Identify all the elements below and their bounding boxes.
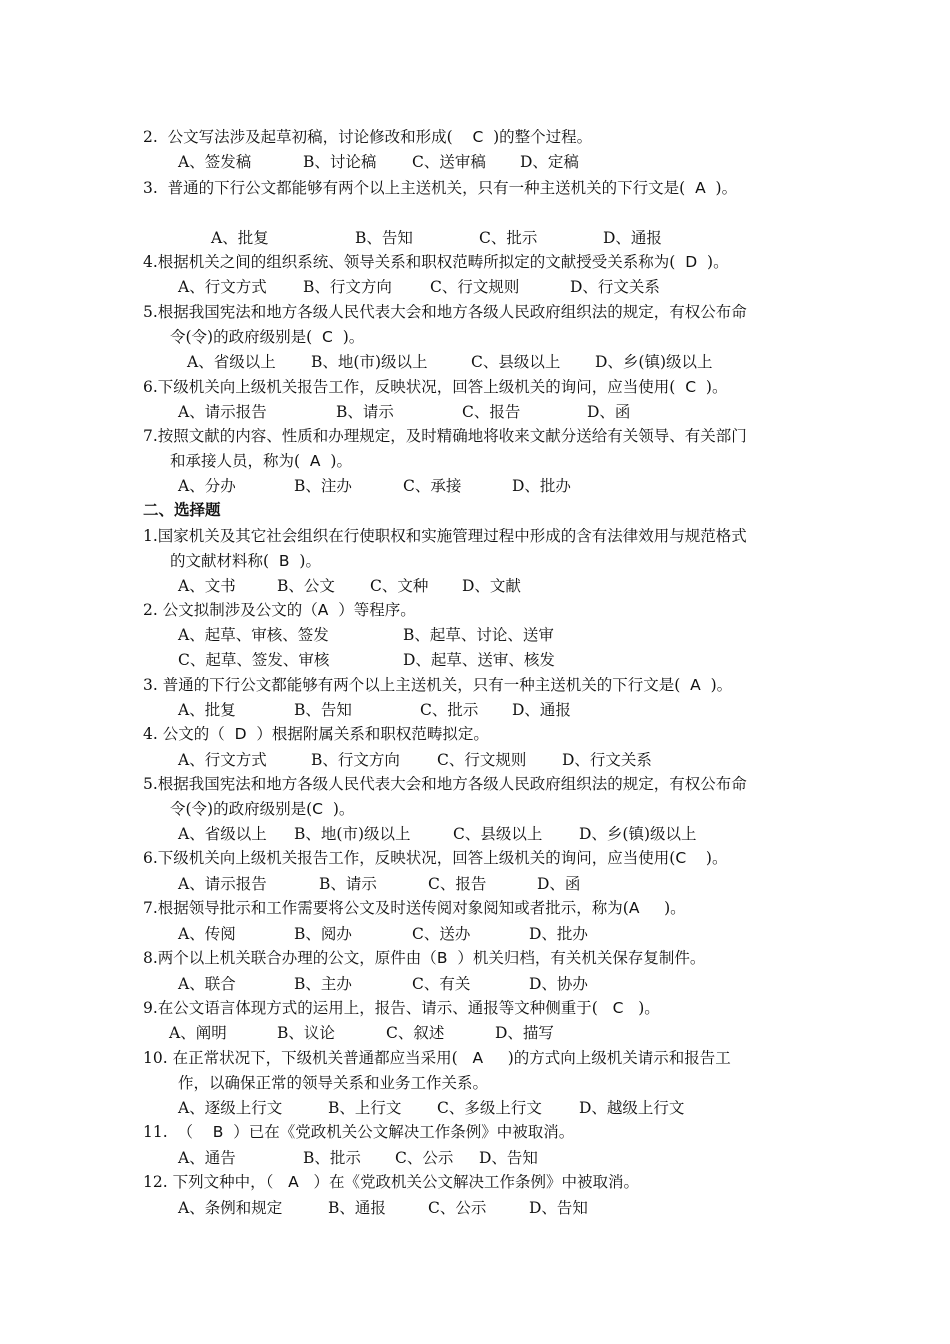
question-text: 根据我国宪法和地方各级人民代表大会和地方各级人民政府组织法的规定，有权公布命 [157, 303, 747, 321]
answer: A [472, 1049, 484, 1067]
option: B、上行文 [328, 1099, 402, 1117]
question-line [170, 327, 364, 347]
option: D、越级上行文 [579, 1099, 685, 1117]
answer: B [436, 949, 448, 967]
option: C、起草、签发、审核 [178, 651, 330, 669]
question-line [143, 675, 732, 695]
question-tail: )。 [715, 179, 738, 197]
option: B、告知 [355, 229, 413, 247]
option: A、分办 [178, 477, 236, 495]
answer: C [612, 999, 624, 1017]
question-text: （ [177, 1123, 194, 1141]
option: C、有关 [412, 975, 471, 993]
option: A、阐明 [169, 1024, 227, 1042]
option: D、定稿 [520, 153, 579, 171]
option: B、通报 [328, 1199, 386, 1217]
question-text: 普通的下行公文都能够有两个以上主送机关，只有一种主送机关的下行文是( [167, 179, 686, 197]
question-text: 国家机关及其它社会组织在行使职权和实施管理过程中形成的含有法律效用与规范格式 [157, 527, 747, 545]
answer: A [317, 601, 329, 619]
option: A、联合 [178, 975, 236, 993]
option: A、起草、审核、签发 [178, 626, 329, 644]
option: B、行文方向 [311, 751, 400, 769]
option: C、公示 [395, 1149, 454, 1167]
option: C、报告 [462, 403, 521, 421]
option: A、行文方式 [178, 751, 267, 769]
option: A、条例和规定 [178, 1199, 283, 1217]
question-line [143, 1122, 574, 1142]
option: A、签发稿 [178, 153, 252, 171]
question-number: 3. [143, 676, 158, 694]
question-tail: )。 [299, 552, 321, 570]
option: A、文书 [178, 577, 236, 595]
question-number: 5. [143, 303, 158, 321]
option: A、传阅 [178, 925, 236, 943]
option: A、批复 [211, 229, 269, 247]
question-text: 公文写法涉及起草初稿，讨论修改和形成( [167, 128, 453, 146]
question-tail: )。 [705, 849, 728, 867]
option: B、注办 [294, 477, 352, 495]
question-line [170, 799, 354, 819]
option: B、地(市)级以上 [294, 825, 411, 843]
option: C、批示 [479, 229, 538, 247]
answer: D [234, 725, 247, 743]
answer: C [312, 800, 323, 818]
question-line [143, 377, 727, 397]
option: D、乡(镇)级以上 [595, 353, 713, 371]
question-tail: )的整个过程。 [493, 128, 593, 146]
option: D、通报 [603, 229, 662, 247]
option: D、批办 [529, 925, 588, 943]
option: D、行文关系 [570, 278, 660, 296]
option: C、批示 [420, 701, 479, 719]
question-line [143, 178, 737, 198]
option: A、省级以上 [178, 825, 267, 843]
question-line [170, 551, 321, 571]
option: B、批示 [303, 1149, 361, 1167]
option: D、通报 [512, 701, 571, 719]
question-tail: ）等程序。 [338, 601, 416, 619]
question-text: 两个以上机关联合办理的公文，原件由（ [157, 949, 437, 967]
question-text: 根据领导批示和工作需要将公文及时送传阅对象阅知或者批示，称为( [157, 899, 629, 917]
option: D、文献 [462, 577, 521, 595]
question-number: 12. [143, 1173, 168, 1191]
question-line [143, 998, 660, 1018]
option: C、送办 [412, 925, 471, 943]
question-text: 和承接人员，称为( [170, 452, 301, 470]
question-tail: )。 [342, 328, 365, 346]
question-text: 下级机关向上级机关报告工作，反映状况，回答上级机关的询问，应当使用( [157, 849, 676, 867]
question-number: 3. [143, 179, 158, 197]
option: B、地(市)级以上 [311, 353, 428, 371]
question-line [143, 774, 747, 794]
option: D、起草、送审、核发 [403, 651, 555, 669]
question-tail: ）在《党政机关公文解决工作条例》中被取消。 [313, 1173, 640, 1191]
answer: C [472, 128, 484, 146]
option: D、描写 [495, 1024, 554, 1042]
question-number: 4. [143, 253, 158, 271]
option: A、省级以上 [187, 353, 276, 371]
question-tail: )。 [705, 378, 728, 396]
question-text: 根据机关之间的组织系统、领导关系和职权范畴所拟定的文献授受关系称为( [157, 253, 676, 271]
answer: C [675, 849, 687, 867]
question-tail: )。 [638, 999, 660, 1017]
option: C、报告 [428, 875, 487, 893]
question-line [143, 898, 686, 918]
question-text: 在公文语言体现方式的运用上，报告、请示、通报等文种侧重于( [157, 999, 598, 1017]
option: C、行文规则 [430, 278, 520, 296]
option: D、批办 [512, 477, 571, 495]
question-text: 根据我国宪法和地方各级人民代表大会和地方各级人民政府组织法的规定，有权公布命 [157, 775, 747, 793]
question-text: 在正常状况下，下级机关普通都应当采用( [172, 1049, 458, 1067]
option: A、逐级上行文 [178, 1099, 283, 1117]
option: D、函 [537, 875, 581, 893]
option: C、公示 [428, 1199, 487, 1217]
question-number: 2. [143, 128, 158, 146]
option: B、起草、讨论、送审 [403, 626, 554, 644]
option: B、议论 [277, 1024, 335, 1042]
answer: A [695, 179, 706, 197]
question-tail: )。 [332, 800, 355, 818]
option: C、承接 [403, 477, 462, 495]
question-number: 8. [143, 949, 158, 967]
question-number: 10. [143, 1049, 168, 1067]
option: D、告知 [529, 1199, 588, 1217]
question-number: 7. [143, 899, 158, 917]
option: A、批复 [178, 701, 236, 719]
answer: A [690, 676, 701, 694]
question-tail: ）机关归档，有关机关保存复制件。 [457, 949, 706, 967]
answer: D [685, 253, 698, 271]
option: B、行文方向 [303, 278, 392, 296]
option: B、告知 [294, 701, 352, 719]
question-text: 按照文献的内容、性质和办理规定，及时精确地将收来文献分送给有关领导、有关部门 [157, 427, 747, 445]
question-line [178, 1073, 488, 1093]
question-line [143, 127, 592, 147]
question-line [143, 526, 747, 546]
option: C、叙述 [386, 1024, 445, 1042]
answer: B [212, 1123, 224, 1141]
question-number: 7. [143, 427, 158, 445]
answer: B [278, 552, 290, 570]
question-tail: )。 [664, 899, 686, 917]
question-tail: )。 [330, 452, 352, 470]
option: D、告知 [479, 1149, 538, 1167]
question-line [143, 1172, 639, 1192]
section-heading: 二、选择题 [143, 501, 221, 519]
question-text: 公文的（ [162, 725, 225, 743]
option: B、请示 [319, 875, 377, 893]
question-number: 5. [143, 775, 158, 793]
option: B、讨论稿 [303, 153, 377, 171]
question-tail: )。 [710, 676, 733, 694]
option: C、行文规则 [437, 751, 527, 769]
question-text: 下列文种中，（ [172, 1173, 274, 1191]
question-line [143, 252, 729, 272]
option: A、通告 [178, 1149, 236, 1167]
question-tail: ）根据附属关系和职权范畴拟定。 [256, 725, 489, 743]
question-line [143, 724, 489, 744]
question-line [143, 1048, 731, 1068]
option: A、请示报告 [178, 875, 267, 893]
question-text: 公文拟制涉及公文的（ [162, 601, 318, 619]
question-number: 1. [143, 527, 158, 545]
option: C、多级上行文 [437, 1099, 542, 1117]
option: C、送审稿 [412, 153, 486, 171]
answer: A [309, 452, 321, 470]
question-line [143, 600, 416, 620]
option: C、县级以上 [471, 353, 561, 371]
question-number: 9. [143, 999, 158, 1017]
question-line [143, 302, 747, 322]
question-line [143, 426, 747, 446]
question-line [143, 948, 705, 968]
option: B、阅办 [294, 925, 352, 943]
question-number: 4. [143, 725, 158, 743]
question-tail: )的方式向上级机关请示和报告工 [507, 1049, 731, 1067]
answer: C [685, 378, 697, 396]
answer: C [322, 328, 333, 346]
question-number: 2. [143, 601, 158, 619]
question-text: 作，以确保正常的领导关系和业务工作关系。 [178, 1074, 489, 1092]
answer: A [288, 1173, 299, 1191]
question-number: 6. [143, 849, 158, 867]
option: B、请示 [336, 403, 394, 421]
option: C、文种 [370, 577, 429, 595]
option: D、行文关系 [562, 751, 652, 769]
question-number: 11. [143, 1123, 168, 1141]
question-line [143, 848, 727, 868]
question-tail: )。 [707, 253, 729, 271]
question-text: 的文献材料称( [170, 552, 270, 570]
question-text: 令(令)的政府级别是( [170, 800, 313, 818]
question-text: 普通的下行公文都能够有两个以上主送机关，只有一种主送机关的下行文是( [162, 676, 681, 694]
option: D、乡(镇)级以上 [579, 825, 697, 843]
option: B、公文 [277, 577, 335, 595]
option: A、请示报告 [178, 403, 267, 421]
option: D、函 [587, 403, 631, 421]
question-text: 下级机关向上级机关报告工作，反映状况，回答上级机关的询问，应当使用( [157, 378, 676, 396]
answer: A [628, 899, 640, 917]
question-line [170, 451, 352, 471]
question-text: 令(令)的政府级别是( [170, 328, 313, 346]
question-number: 6. [143, 378, 158, 396]
option: C、县级以上 [453, 825, 543, 843]
option: A、行文方式 [178, 278, 267, 296]
question-tail: ）已在《党政机关公文解决工作条例》中被取消。 [233, 1123, 575, 1141]
option: D、协办 [529, 975, 588, 993]
option: B、主办 [294, 975, 352, 993]
